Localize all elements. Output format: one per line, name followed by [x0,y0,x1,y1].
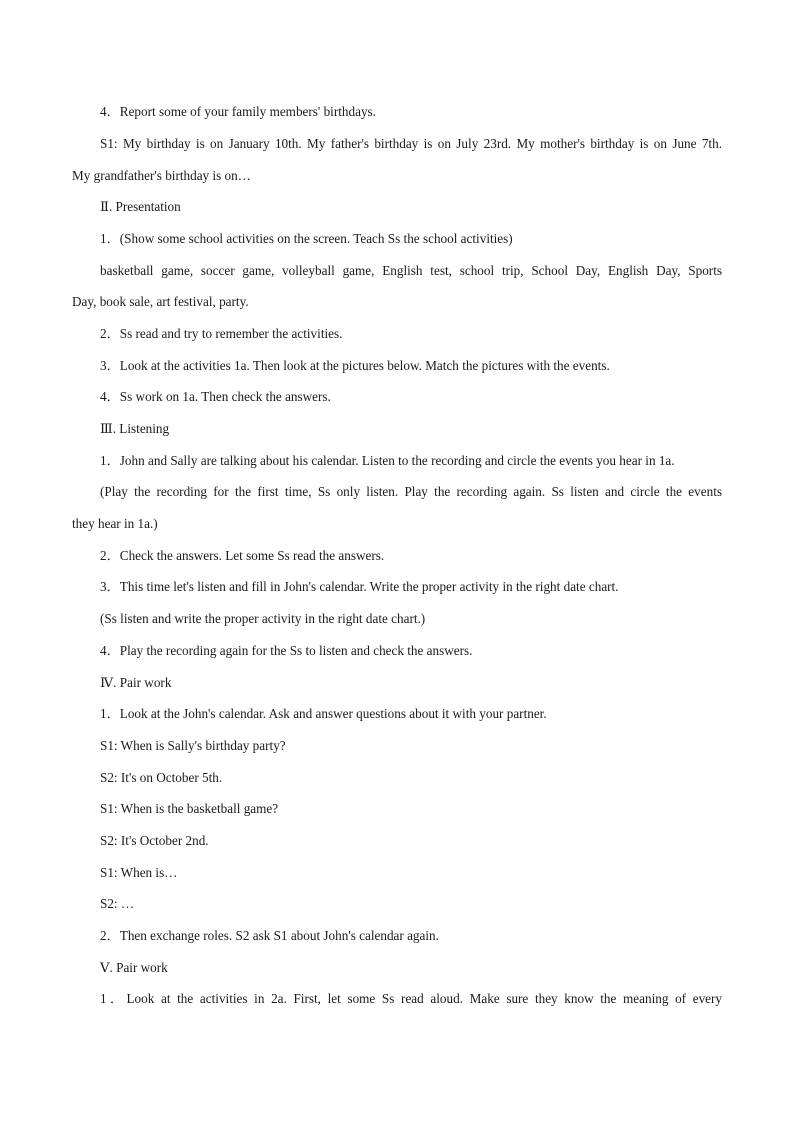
listening-step-4: 4．Play the recording again for the Ss to listen and check the answers. [100,643,473,658]
dialogue-line: S1: When is the basketball game? [100,801,279,816]
listening-note-line-1: (Play the recording for the first time, Ss only listen. Play the recording again. Ss listen and circle the events [100,484,722,499]
pair-work-5-step-1: 1．Look at the activities in 2a. First, let some Ss read aloud. Make sure they know the meaning of every [100,991,722,1006]
dialogue-line: S1: When is… [100,865,178,880]
dialogue-line: S1: When is Sally's birthday party? [100,738,286,753]
listening-step-1: 1．John and Sally are talking about his calendar. Listen to the recording and circle the events you hear in 1a. [100,453,675,468]
s1-birthday-line: S1: My birthday is on January 10th. My father's birthday is on July 23rd. My mother's birthday is on June 7th. [100,136,722,151]
grandfather-birthday-line: My grandfather's birthday is on… [72,168,251,183]
listening-note-line-2: they hear in 1a.) [72,516,158,531]
listening-step-3: 3．This time let's listen and fill in John's calendar. Write the proper activity in the right date chart. [100,579,619,594]
activities-list-line-2: Day, book sale, art festival, party. [72,294,249,309]
dialogue-line: S2: It's October 2nd. [100,833,209,848]
pair-work-step-2: 2．Then exchange roles. S2 ask S1 about John's calendar again. [100,928,439,943]
section-listening-heading: Ⅲ. Listening [100,421,170,436]
section-pair-work-heading-4: Ⅳ. Pair work [100,675,172,690]
presentation-step-1: 1．(Show some school activities on the screen. Teach Ss the school activities) [100,231,513,246]
activities-list-line-1: basketball game, soccer game, volleyball game, English test, school trip, School Day, English Day, Sports [100,263,722,278]
family-birthdays-step: 4．Report some of your family members' birthdays. [100,104,376,119]
presentation-step-4: 4．Ss work on 1a. Then check the answers. [100,389,331,404]
section-presentation-heading: Ⅱ. Presentation [100,199,181,214]
pair-work-step-1: 1．Look at the John's calendar. Ask and answer questions about it with your partner. [100,706,547,721]
listening-note-2: (Ss listen and write the proper activity in the right date chart.) [100,611,426,626]
dialogue-line: S2: … [100,896,135,911]
presentation-step-3: 3．Look at the activities 1a. Then look at the pictures below. Match the pictures with the events. [100,358,610,373]
presentation-step-2: 2．Ss read and try to remember the activities. [100,326,343,341]
section-pair-work-heading-5: Ⅴ. Pair work [100,960,168,975]
listening-step-2: 2．Check the answers. Let some Ss read the answers. [100,548,385,563]
dialogue-line: S2: It's on October 5th. [100,770,223,785]
